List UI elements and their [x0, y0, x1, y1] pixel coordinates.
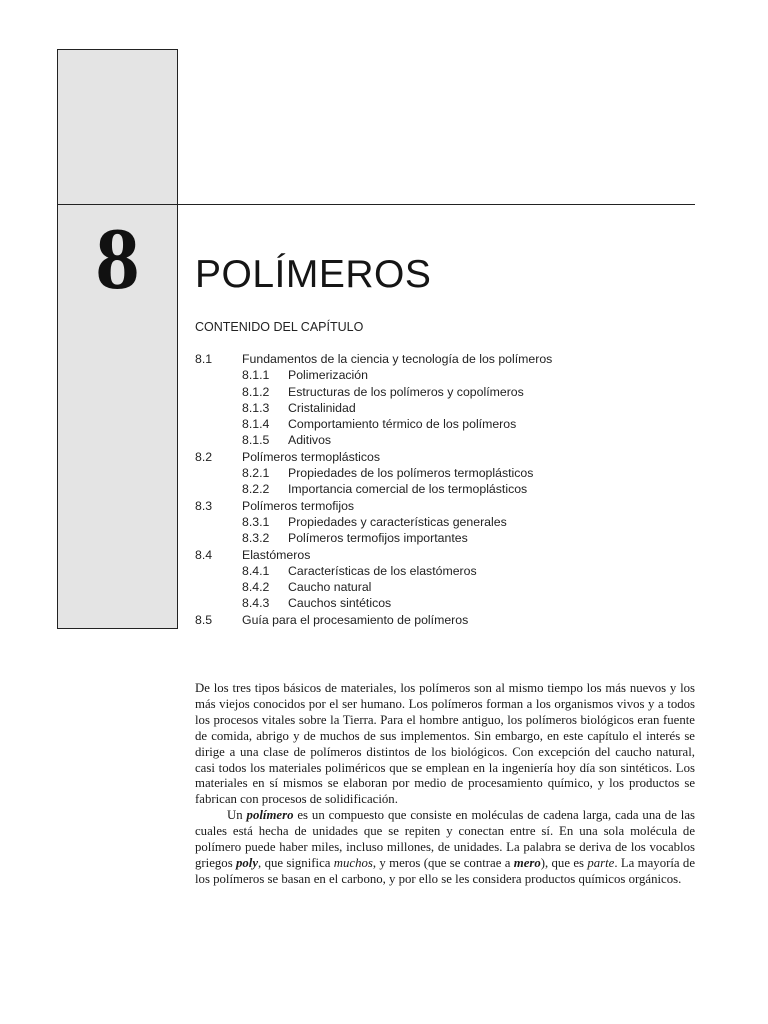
term-emphasis: mero [513, 855, 541, 870]
toc-label: Polímeros termofijos [242, 498, 355, 513]
term-emphasis: poly [236, 855, 259, 870]
toc-label: Cristalinidad [288, 400, 356, 415]
text-run: , y meros (que se contrae a [372, 855, 514, 870]
toc-entry [195, 595, 695, 611]
toc-label: Propiedades y características generales [288, 514, 507, 529]
toc-number: 8.3.2 [242, 531, 270, 546]
toc-entry [195, 612, 695, 628]
toc-entry [195, 416, 695, 432]
toc-number: 8.1.3 [242, 400, 270, 415]
toc-label: Polímeros termofijos importantes [288, 531, 468, 546]
toc-number: 8.1.1 [242, 368, 270, 383]
toc-label: Polimerización [288, 368, 368, 383]
toc-label: Guía para el procesamiento de polímeros [242, 612, 469, 627]
chapter-title: POLÍMEROS [195, 253, 432, 296]
toc-label: Propiedades de los polímeros termoplásticos [288, 466, 534, 481]
toc-number: 8.4 [195, 547, 213, 562]
toc-label: Polímeros termoplásticos [242, 449, 381, 464]
toc-number: 8.2.1 [242, 466, 270, 481]
text-run: , que significa [258, 855, 334, 870]
toc-entry [195, 367, 695, 383]
toc-number: 8.4.3 [242, 596, 270, 611]
toc-entry [195, 579, 695, 595]
toc-number: 8.1.2 [242, 384, 270, 399]
toc-entry [195, 432, 695, 448]
toc-number: 8.3.1 [242, 514, 270, 529]
toc-number: 8.1.5 [242, 433, 270, 448]
term-italic: parte [587, 855, 615, 870]
toc-number: 8.5 [195, 612, 213, 627]
toc-number: 8.2.2 [242, 482, 270, 497]
toc-entry [195, 465, 695, 481]
text-run: . La mayoría de los polímeros se basan en el carbono, y por ello se les considera productos químicos orgánicos. [195, 855, 695, 886]
toc-entry [195, 351, 695, 367]
toc-entry [195, 498, 695, 514]
toc-number: 8.1 [195, 352, 213, 366]
chapter-number: 8 [95, 211, 140, 308]
toc-label: Características de los elastómeros [288, 563, 477, 578]
toc-label: Caucho natural [288, 580, 372, 595]
toc-label: Elastómeros [242, 547, 311, 562]
toc-entry [195, 400, 695, 416]
body-paragraph: De los tres tipos básicos de materiales, los polímeros son al mismo tiempo los más nuevos y los más viejos conocidos por el ser humano. Los polímeros forman a los organismos vivos y a todos los procesos vitales sobre la Tierra. Para el hombre antiguo, los polímeros biológicos eran fuente de comida, abrigo y de muchos de sus implementos. Sin embargo, en este capítulo el interés se dirige a una clase de polímeros distintos de los biológicos. Con excepción del caucho natural, casi todos los materiales poliméricos que se emplean en la ingeniería hoy día son sintéticos. Los materiales en sí mismos se elaboran por medio de procesamiento químico, y los productos se fabrican con procesos de solidificación. [195, 681, 695, 807]
toc-number: 8.4.2 [242, 580, 270, 595]
toc-label: Comportamiento térmico de los polímeros [288, 417, 517, 432]
toc-entry [195, 481, 695, 497]
toc-label: Estructuras de los polímeros y copolímeros [288, 384, 524, 399]
toc-number: 8.4.1 [242, 563, 270, 578]
toc-number: 8.1.4 [242, 417, 270, 432]
text-run: es un compuesto que consiste en moléculas de cadena larga, cada una de las cuales está hecha de unidades que se repiten y conectan entre sí. En una sola molécula de polímero puede haber miles, incluso millones, de unidades. La palabra se deriva de los vocablos griegos [195, 808, 695, 870]
chapter-header-rule [57, 204, 695, 205]
toc-entry [195, 547, 695, 563]
toc-entry [195, 530, 695, 546]
text-run: ), que es [540, 855, 588, 870]
toc-entry [195, 563, 695, 579]
toc-entry [195, 449, 695, 465]
chapter-tab-box [57, 49, 178, 629]
table-of-contents [195, 351, 695, 628]
text-run: Un [227, 808, 247, 823]
contents-heading: CONTENIDO DEL CAPÍTULO [195, 320, 364, 334]
toc-label: Fundamentos de la ciencia y tecnología de los polímeros [242, 352, 553, 366]
toc-number: 8.2 [195, 449, 213, 464]
toc-label: Aditivos [288, 433, 332, 448]
toc-number: 8.3 [195, 498, 213, 513]
term-emphasis: polímero [246, 808, 294, 823]
toc-entry [195, 514, 695, 530]
toc-entry [195, 384, 695, 400]
term-italic: muchos [333, 855, 373, 870]
toc-label: Cauchos sintéticos [288, 596, 392, 611]
chapter-intro-text [195, 681, 695, 888]
toc-label: Importancia comercial de los termoplásticos [288, 482, 528, 497]
body-paragraph [195, 808, 695, 888]
